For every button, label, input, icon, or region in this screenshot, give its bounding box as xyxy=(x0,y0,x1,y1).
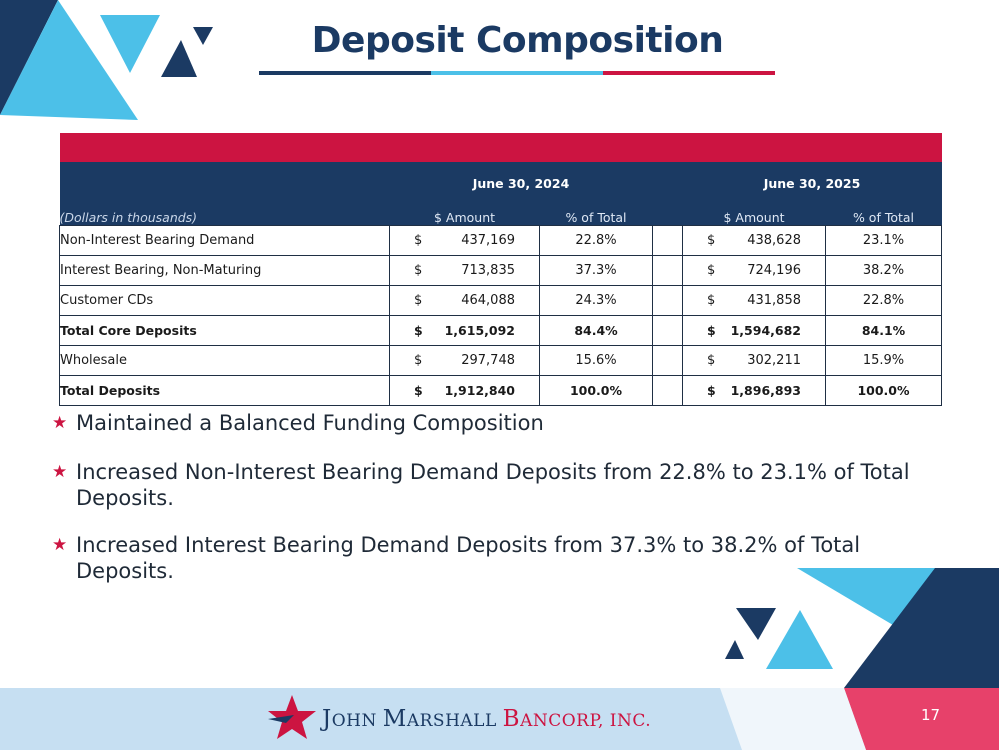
amount-2024: 297,748 xyxy=(461,353,515,368)
period-2024: June 30, 2024 xyxy=(390,162,653,205)
amount-2025: 1,594,682 xyxy=(730,323,801,338)
pct-2025: 38.2% xyxy=(826,256,942,286)
amount-2025: 438,628 xyxy=(747,233,801,248)
small-blue-triangle-shape xyxy=(766,610,833,669)
deposit-table xyxy=(59,133,942,406)
title-rule-red xyxy=(603,71,775,75)
row-label: Non-Interest Bearing Demand xyxy=(60,226,390,256)
col-amount-2024: $ Amount xyxy=(390,205,540,226)
currency-symbol: $ xyxy=(707,293,716,308)
brand-text: OHN xyxy=(331,711,383,731)
top-left-decoration xyxy=(0,0,240,120)
bullet-text: Increased Interest Bearing Demand Deposits from 37.3% to 38.2% of Total Deposits. xyxy=(76,533,861,583)
tiny-navy-triangle-shape xyxy=(725,640,744,659)
pct-2025: 100.0% xyxy=(826,376,942,406)
pct-2025: 23.1% xyxy=(826,226,942,256)
brand-name xyxy=(322,706,651,732)
tiny-navy-triangle-shape xyxy=(193,27,213,45)
currency-symbol: $ xyxy=(414,233,423,248)
bullet-item xyxy=(52,459,932,511)
table-row xyxy=(60,256,942,286)
page-number: 17 xyxy=(921,706,941,724)
row-label: Total Core Deposits xyxy=(60,316,390,346)
period-header-row xyxy=(60,162,942,205)
page-title: Deposit Composition xyxy=(311,20,724,61)
currency-symbol: $ xyxy=(414,353,423,368)
pct-2024: 24.3% xyxy=(540,286,653,316)
star-logo-icon xyxy=(266,693,318,743)
title-rule-navy xyxy=(259,71,431,75)
units-label: (Dollars in thousands) xyxy=(60,205,390,226)
small-navy-triangle-shape xyxy=(736,608,776,640)
column-header-row xyxy=(60,205,942,226)
bullet-text: Increased Non-Interest Bearing Demand Deposits from 22.8% to 23.1% of Total Deposits. xyxy=(76,460,910,510)
star-icon: ★ xyxy=(52,462,68,482)
table-row xyxy=(60,346,942,376)
amount-2025: 1,896,893 xyxy=(730,383,801,398)
period-2025: June 30, 2025 xyxy=(683,162,942,205)
pct-2025: 15.9% xyxy=(826,346,942,376)
table-row xyxy=(60,286,942,316)
star-icon: ★ xyxy=(52,535,68,555)
amount-2024: 713,835 xyxy=(461,263,515,278)
brand-letter: B xyxy=(502,706,521,732)
bullet-item xyxy=(52,410,932,436)
pct-2024: 100.0% xyxy=(540,376,653,406)
amount-2025: 302,211 xyxy=(747,353,801,368)
currency-symbol: $ xyxy=(414,263,423,278)
amount-2025: 431,858 xyxy=(747,293,801,308)
row-label: Wholesale xyxy=(60,346,390,376)
amount-2024: 464,088 xyxy=(461,293,515,308)
amount-2024: 1,615,092 xyxy=(444,323,515,338)
table-red-header xyxy=(60,133,942,162)
brand-text: ANCORP, INC. xyxy=(520,711,652,731)
pct-2024: 15.6% xyxy=(540,346,653,376)
col-amount-2025: $ Amount xyxy=(683,205,826,226)
table-row-subtotal xyxy=(60,316,942,346)
brand-letter: J xyxy=(322,706,332,732)
currency-symbol: $ xyxy=(414,383,423,398)
pct-2024: 37.3% xyxy=(540,256,653,286)
pct-2024: 84.4% xyxy=(540,316,653,346)
pct-2024: 22.8% xyxy=(540,226,653,256)
bottom-right-decoration xyxy=(700,560,999,750)
pct-2025: 84.1% xyxy=(826,316,942,346)
currency-symbol: $ xyxy=(414,293,423,308)
small-blue-triangle-shape xyxy=(100,15,160,73)
currency-symbol: $ xyxy=(707,263,716,278)
currency-symbol: $ xyxy=(707,383,716,398)
pct-2025: 22.8% xyxy=(826,286,942,316)
star-icon: ★ xyxy=(52,413,68,433)
currency-symbol: $ xyxy=(707,323,716,338)
amount-2025: 724,196 xyxy=(747,263,801,278)
currency-symbol: $ xyxy=(707,233,716,248)
light-strip-shape xyxy=(720,688,866,750)
currency-symbol: $ xyxy=(414,323,423,338)
amount-2024: 1,912,840 xyxy=(444,383,515,398)
currency-symbol: $ xyxy=(707,353,716,368)
row-label: Interest Bearing, Non-Maturing xyxy=(60,256,390,286)
row-label: Customer CDs xyxy=(60,286,390,316)
brand-letter: M xyxy=(382,706,407,732)
small-navy-triangle-shape xyxy=(161,40,197,77)
col-pct-2024: % of Total xyxy=(540,205,653,226)
table-row xyxy=(60,226,942,256)
title-rule-blue xyxy=(431,71,603,75)
row-label: Total Deposits xyxy=(60,376,390,406)
col-pct-2025: % of Total xyxy=(826,205,942,226)
brand-text: ARSHALL xyxy=(406,711,503,731)
bullet-text: Maintained a Balanced Funding Composition xyxy=(76,411,544,435)
table-row-total xyxy=(60,376,942,406)
amount-2024: 437,169 xyxy=(461,233,515,248)
